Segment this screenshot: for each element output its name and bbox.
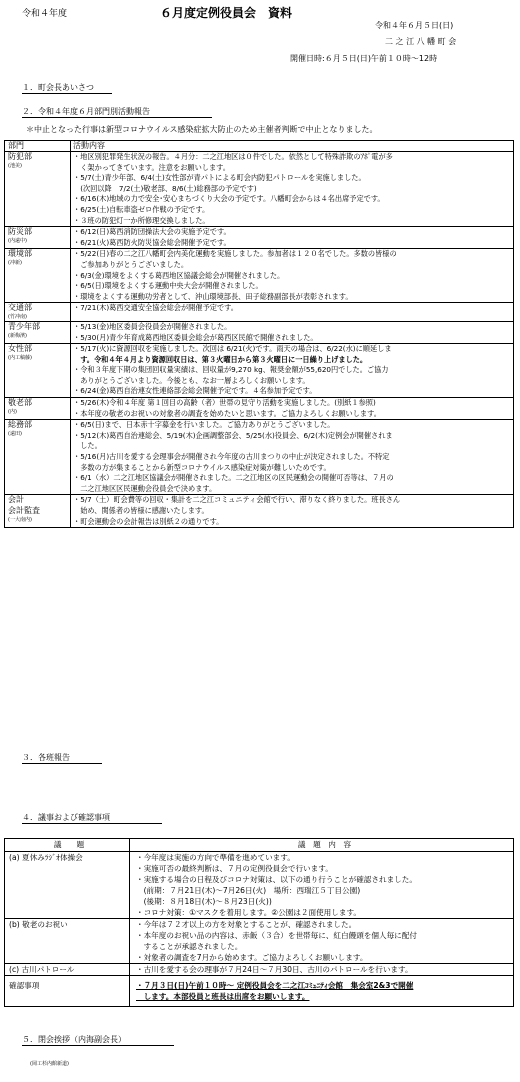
activity-line: ・5/7(土)青少年部、6/4(土)女性部が青パトによる町会内防犯パトロールを実施しました。 bbox=[73, 173, 366, 183]
dept-name: 青少年部 bbox=[8, 321, 40, 331]
activity-line-emphasis: す。令和４年４月より資源回収日は、第３火曜日から第３火曜日に一日繰り上げました。 bbox=[73, 354, 368, 364]
activity-line: ・6/24(金)葛西自治連女性連絡部会総会開催予定です。４名参加予定です。 bbox=[73, 386, 317, 396]
activity-line: ・5/26(木)令和４年度 第１回目の高齢（者）世帯の見守り活動を実施しました。(別紙１参照) bbox=[73, 398, 376, 408]
table-row-accounting bbox=[5, 495, 514, 528]
footer-members-note: (岡工杉内館新道) bbox=[30, 1061, 69, 1067]
dept-members: (遠田) bbox=[8, 430, 22, 437]
activity-line: ・5/12(木)葛西自治連総会、5/19(木)企画調整部会、5/25(水)役員会、6/2(木)定例会が開催されま bbox=[73, 430, 393, 440]
dept-name: 交通部 bbox=[8, 303, 32, 313]
agenda-topic: (c) 古川パトロール bbox=[5, 964, 130, 976]
activity-line: ・6/5(日)環境をよくする運動中央大会が開催されました。 bbox=[73, 281, 263, 291]
agenda-row-furukawa-patrol bbox=[5, 964, 514, 976]
activity-line: ・町会運動会の会計報告は別紙２の通りです。 bbox=[73, 516, 224, 526]
section-5-heading: ５．閉会挨拶（内海副会長） bbox=[22, 1034, 174, 1046]
cancellation-note: ＊中止となった行事は新型コロナウイルス感染症拡大防止のため主催者判断で中止となりました。 bbox=[26, 125, 378, 134]
table-row-crime-prevention bbox=[5, 152, 514, 227]
agenda-line: ・対象者の調査を7月から始めます。ご協力よろしくお願いします。 bbox=[136, 953, 368, 962]
agenda-line: ・今年度は実施の方向で準備を進めています。 bbox=[136, 853, 295, 862]
section-1-heading: １．町会長あいさつ bbox=[22, 82, 112, 94]
agenda-row-radio-exercise bbox=[5, 852, 514, 919]
agenda-line-emphasis: ・７月３日(日)午前１０時〜 定例役員会を二之江ｺﾐｭﾆﾃｨ会館 集会室2&3で開催 bbox=[136, 981, 414, 990]
agenda-line: することが承認されました。 bbox=[136, 942, 243, 951]
activity-line: ・地区別犯罪発生状況の報告。４月分：二之江地区は０件でした。依然として特殊詐欺のｱﾎﾟ電が多 bbox=[73, 152, 393, 161]
activity-line: 二之江地区区民運動会役員会で決めます。 bbox=[73, 483, 217, 493]
dept-name: 総務部 bbox=[8, 420, 32, 430]
section-2-heading: ２．令和４年度６月部門別活動報告 bbox=[22, 106, 212, 118]
agenda-line: (後期：８月18日(木)〜８月23日(火)) bbox=[136, 897, 272, 906]
dept-members: (冲新) bbox=[8, 259, 22, 266]
activity-report-table bbox=[4, 140, 514, 528]
section-3-heading: ３．各班報告 bbox=[22, 752, 102, 764]
activity-line: ・6/1（水）二之江地区協議会が開催されました。二之江地区の区民運動会の開催可否等は、７月の bbox=[73, 473, 394, 483]
agenda-line: ・本年度のお祝い品の内容は、赤飯（３合）を世帯毎に、紅白饅頭を個人毎に配付 bbox=[136, 931, 417, 940]
agenda-topic: (a) 夏休みﾗｼﾞｵ体操会 bbox=[5, 852, 130, 919]
table-row-disaster-prevention bbox=[5, 227, 514, 249]
agenda-topic: 確認事項 bbox=[5, 976, 130, 1007]
page-title: ６月度定例役員会 資料 bbox=[160, 6, 293, 20]
activity-line: ・本年度の敬老のお祝いの対象者の調査を始めたいと思います。ご協力よろしくお願いします。 bbox=[73, 408, 381, 418]
activity-line: ・３班の防犯灯一か所修理交換しました。 bbox=[73, 215, 210, 225]
table-header-dept: 部門 bbox=[5, 141, 71, 152]
table-row-youth bbox=[5, 321, 514, 343]
agenda-line: ・古川を愛する会の理事が７月24日〜７月30日、古川のパトロールを行います。 bbox=[136, 965, 413, 974]
activity-line: ・5/7（土）町会費等の回収・集計を二之江コミュニティ会館で行い、滞りなく終りました。班長さん bbox=[73, 495, 401, 505]
dept-members: (内) bbox=[8, 408, 17, 415]
dept-members: (内遠中) bbox=[8, 237, 27, 244]
activity-line: ・6/5(日)まで、日本赤十字募金を行いました。ご協力ありがとうございました。 bbox=[73, 420, 335, 430]
document-date: 令和４年６月５日(日) bbox=[375, 21, 454, 30]
dept-members: (池美) bbox=[8, 162, 22, 169]
dept-name: 敬老部 bbox=[8, 398, 32, 408]
agenda-header-topic: 議 題 bbox=[5, 839, 130, 852]
activity-line: ・6/25(土)自転車盗ゼロ作戦の予定です。 bbox=[73, 204, 210, 214]
agenda-line: ・実施する場合の日程及びコロナ対策は、以下の通り行うことが確認されました。 bbox=[136, 875, 417, 884]
dept-name: 会計 会計監査 bbox=[8, 495, 40, 515]
table-row-women bbox=[5, 344, 514, 398]
agenda-row-elderly-celebration bbox=[5, 919, 514, 964]
activity-line: ・環境をよくする運動功労者として、沖山環境部長、田子総務副部長が表彰されます。 bbox=[73, 291, 353, 301]
agenda-line: ・実施可否の最終判断は、７月の定例役員会で行います。 bbox=[136, 864, 333, 873]
agenda-line: ・コロナ対策：①マスクを着用します。②公園は２面使用します。 bbox=[136, 908, 362, 917]
dept-members: (新梅濱) bbox=[8, 332, 27, 339]
activity-line: ・6/12(日)葛西消防団操法大会の実施予定です。 bbox=[73, 227, 231, 237]
activity-line: (次回以降 7/2(土)敬老部、8/6(土)総務部の予定です) bbox=[73, 183, 257, 193]
agenda-header-content: 議 題 内 容 bbox=[130, 839, 514, 852]
activity-line: く架かってきています。注意をお願いします。 bbox=[73, 162, 230, 172]
activity-line: ご参加ありがとうございました。 bbox=[73, 259, 189, 269]
agenda-topic: (b) 敬老のお祝い bbox=[5, 919, 130, 964]
activity-line: ・令和３年度下期の集団回収量実績は、回収量が9,270 kg、報奨金額が55,620円でした。ご協力 bbox=[73, 365, 389, 375]
year-label: 令和４年度 bbox=[22, 9, 68, 19]
dept-name: 防犯部 bbox=[8, 152, 32, 161]
activity-line: ・5/13(金)地区委員会役員会が開催されました。 bbox=[73, 321, 232, 331]
activity-line: ・5/30(月)青少年育成葛西地区委員会総会が葛西区民館で開催されました。 bbox=[73, 332, 318, 342]
dept-members: (一大南内) bbox=[8, 516, 32, 523]
section-4-heading: ４．議事および確認事項 bbox=[22, 812, 162, 824]
activity-line: 多数の方が集まることから新型コロナウイルス感染症対策が難しいためです。 bbox=[73, 462, 331, 472]
activity-line: ・5/16(月)古川を愛する会理事会が開催され今年度の古川まつりの中止が決定されました。不特定 bbox=[73, 452, 390, 462]
agenda-line: ・今年は７２才以上の方を対象とすることが、確認されました。 bbox=[136, 920, 357, 929]
activity-line: ・6/3(金)環境をよくする葛西地区協議会総会が開催されました。 bbox=[73, 270, 285, 280]
dept-name: 防災部 bbox=[8, 227, 32, 237]
agenda-line-emphasis: します。本部役員と班長は出席をお願いします。 bbox=[136, 992, 310, 1001]
agenda-table bbox=[4, 838, 514, 1007]
table-row-elderly bbox=[5, 398, 514, 420]
activity-line: ・7/21(木)葛西交通安全協会総会が開催予定です。 bbox=[73, 303, 238, 313]
activity-line: ・5/22(日)春の二之江八幡町会内美化運動を実施しました。参加者は１２０名でした。多数の皆様の bbox=[73, 249, 397, 259]
activity-line: した。 bbox=[73, 441, 102, 451]
activity-line: ありがとうございました。今後とも、なお一層よろしくお願いします。 bbox=[73, 375, 310, 385]
table-row-general-affairs bbox=[5, 420, 514, 495]
dept-name: 女性部 bbox=[8, 344, 32, 354]
activity-line: ・5/17(火)に資源回収を実施しました。次回は 6/21(火)です。雨天の場合は、6/22(水)に順延しま bbox=[73, 344, 392, 354]
table-row-environment bbox=[5, 249, 514, 303]
table-header-content: 活動内容 bbox=[71, 141, 514, 152]
activity-line: 始め、関係者の皆様に感謝いたします。 bbox=[73, 506, 209, 515]
dept-members: (内工稿藤) bbox=[8, 354, 32, 361]
dept-members: (竹冲南) bbox=[8, 313, 27, 320]
organization-name: 二 之 江 八 幡 町 会 bbox=[385, 37, 457, 46]
meeting-schedule: 開催日時:６月５日(日)午前１０時〜12時 bbox=[290, 54, 438, 63]
activity-line: ・6/21(火)葛西防火防災協会総会開催予定です。 bbox=[73, 237, 231, 247]
table-row-traffic bbox=[5, 303, 514, 322]
dept-name: 環境部 bbox=[8, 249, 32, 259]
agenda-line: (前期：７月21日(木)〜7月26日(火) 場所：西瑞江５丁目公園) bbox=[136, 886, 361, 895]
agenda-row-confirmation bbox=[5, 976, 514, 1007]
activity-line: ・6/16(木)地域の力で安全･安心まちづくり大会の予定です。八幡町会からは４名出席予定です。 bbox=[73, 194, 385, 204]
